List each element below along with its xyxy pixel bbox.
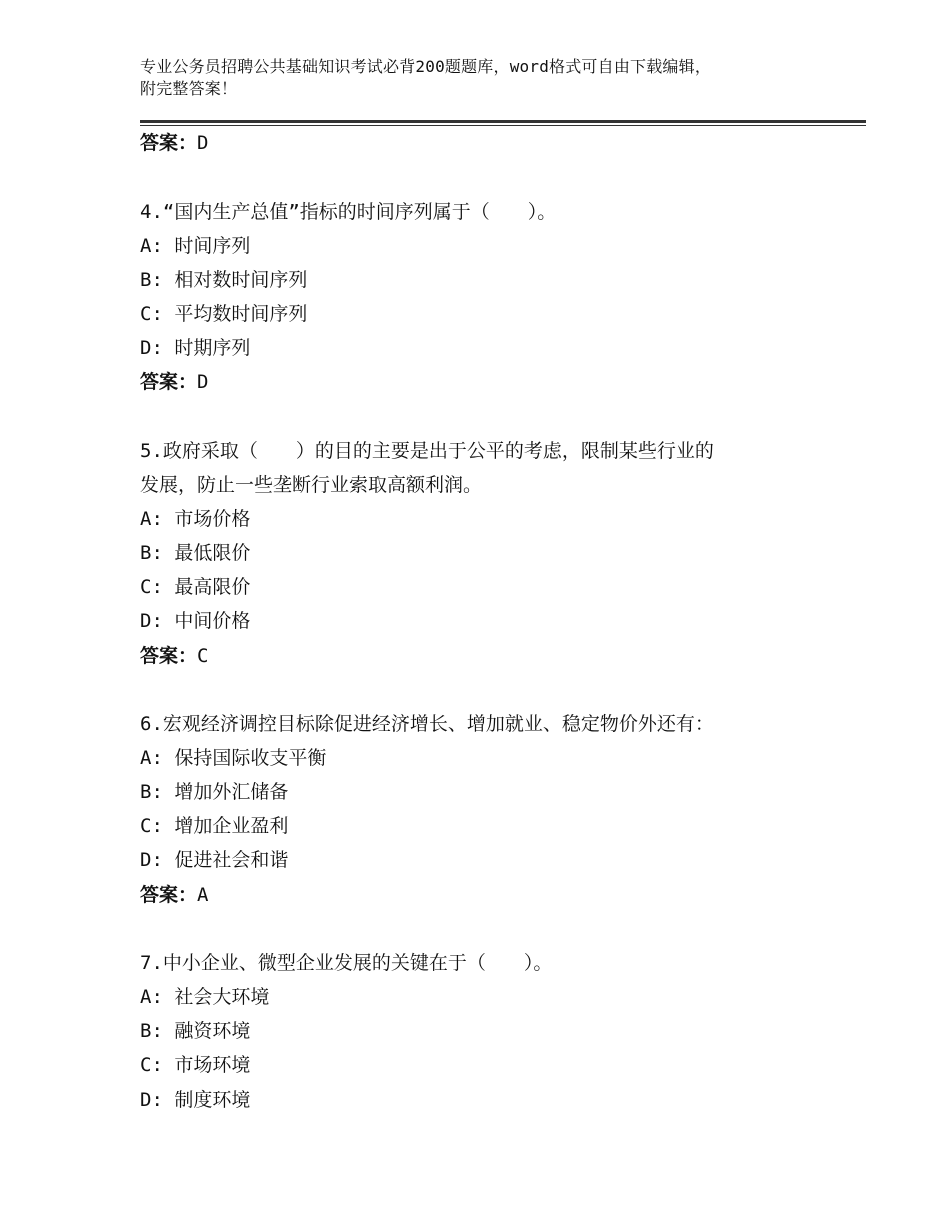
- option-d: D: 时期序列: [140, 337, 251, 359]
- header-line-1: 专业公务员招聘公共基础知识考试必背200题题库，word格式可自由下载编辑，: [140, 57, 712, 76]
- header-line-2: 附完整答案！: [140, 79, 238, 98]
- question-stem: 4.“国内生产总值”指标的时间序列属于（ ）。: [140, 201, 557, 223]
- option-c: C: 最高限价: [140, 576, 251, 598]
- option-b: B: 相对数时间序列: [140, 269, 308, 291]
- option-c: C: 市场环境: [140, 1054, 251, 1076]
- answer-label: 答案：: [140, 884, 198, 906]
- option-d: D: 促进社会和谐: [140, 849, 289, 871]
- answer-value: D: [197, 371, 209, 393]
- option-b: B: 最低限价: [140, 542, 251, 564]
- answer-label: 答案：: [140, 371, 198, 393]
- answer-line: [140, 370, 208, 394]
- question-stem: 5.政府采取（ ）的目的主要是出于公平的考虑，限制某些行业的: [140, 440, 714, 462]
- document-header: [140, 56, 840, 100]
- answer-value: A: [197, 884, 209, 906]
- question-stem-continued: 发展，防止一些垄断行业索取高额利润。: [140, 474, 483, 496]
- answer-value: C: [197, 645, 209, 667]
- question-stem: 6.宏观经济调控目标除促进经济增长、增加就业、稳定物价外还有：: [140, 713, 714, 735]
- option-c: C: 平均数时间序列: [140, 303, 308, 325]
- answer-value: D: [197, 132, 209, 154]
- answer-line: [140, 644, 208, 668]
- answer-label: 答案：: [140, 645, 198, 667]
- option-a: A: 市场价格: [140, 508, 251, 530]
- option-a: A: 时间序列: [140, 235, 251, 257]
- header-rule-thin: [140, 125, 866, 126]
- question-stem: 7.中小企业、微型企业发展的关键在于（ ）。: [140, 952, 553, 974]
- answer-line: [140, 883, 208, 907]
- option-c: C: 增加企业盈利: [140, 815, 289, 837]
- option-d: D: 制度环境: [140, 1089, 251, 1111]
- answer-line: [140, 131, 208, 155]
- option-a: A: 社会大环境: [140, 986, 270, 1008]
- option-b: B: 增加外汇储备: [140, 781, 289, 803]
- option-d: D: 中间价格: [140, 610, 251, 632]
- answer-label: 答案：: [140, 132, 198, 154]
- option-a: A: 保持国际收支平衡: [140, 747, 327, 769]
- header-rule-thick: [140, 120, 866, 123]
- option-b: B: 融资环境: [140, 1020, 251, 1042]
